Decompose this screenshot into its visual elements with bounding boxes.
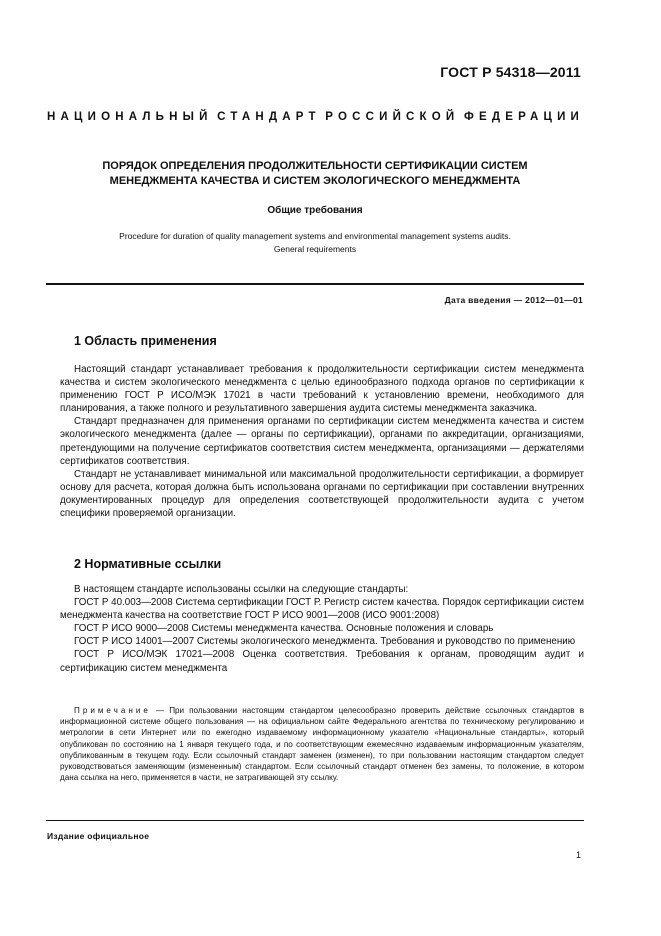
section-heading-scope: 1 Область применения — [74, 334, 217, 348]
note-paragraph — [60, 705, 584, 783]
footer-divider — [46, 820, 584, 821]
paragraph: Стандарт не устанавливает минимальной или максимальной продолжительности сертификации, а формирует основу для расчета, которая должна быть использована органами по сертификации при составлении внутренних документированных процедур для определения соответствующей продолжительности аудита с учетом специфики проверяемой организации. — [60, 468, 584, 520]
banner-word: ФЕДЕРАЦИИ — [463, 111, 584, 123]
title-line: МЕНЕДЖМЕНТА КАЧЕСТВА И СИСТЕМ ЭКОЛОГИЧЕСКОГО МЕНЕДЖМЕНТА — [109, 175, 521, 187]
document-title — [60, 159, 570, 189]
paragraph: В настоящем стандарте использованы ссылки на следующие стандарты: — [74, 584, 409, 595]
english-title-line: General requirements — [273, 244, 357, 254]
note-label: Примечание — [74, 706, 151, 715]
paragraph: Стандарт предназначен для применения органами по сертификации систем менеджмента качества и систем экологического менеджмента (далее — органы по сертификации), органами по аккредитации, организациями, претендующими на получение сертификатов соответствия систем менеджмента, организациями — держателями сертификатов соответствия. — [60, 416, 584, 467]
reference-entry: ГОСТ Р ИСО 9000—2008 Системы менеджмента качества. Основные положения и словарь — [74, 623, 494, 635]
title-line: ПОРЯДОК ОПРЕДЕЛЕНИЯ ПРОДОЛЖИТЕЛЬНОСТИ СЕРТИФИКАЦИИ СИСТЕМ — [102, 160, 528, 172]
section-references-body — [60, 583, 584, 675]
national-standard-banner — [47, 111, 584, 123]
introduction-date: Дата введения — 2012—01—01 — [444, 295, 583, 305]
banner-word: НАЦИОНАЛЬНЫЙ — [47, 111, 213, 123]
official-edition-label: Издание официальное — [47, 831, 150, 841]
page-number: 1 — [575, 850, 581, 860]
note-text: — При пользовании настоящим стандартом целесообразно проверить действие ссылочных стандартов в информационной системе общего пользования — на официальном сайте Федерального агентства по техническому регулированию и метрологии в сети Интернет или по ежегодно издаваемому информационному указателю «Национальные стандарты», который опубликован по состоянию на 1 января текущего года, и по соответствующим ежемесячно издаваемым информационным указателям, опубликованным в текущем году. Если ссылочный стандарт заменен (изменен), то при пользовании настоящим стандартом следует руководствоваться заменяющим (измененным) стандартом. Если ссылочный стандарт отменен без замены, то положение, в котором дана ссылка на него, применяется в части, не затрагивающей эту ссылку. — [60, 706, 584, 783]
reference-entry: ГОСТ Р ИСО/МЭК 17021—2008 Оценка соответствия. Требования к органам, проводящим аудит и сертификацию систем менеджмента — [60, 649, 584, 674]
standard-number: ГОСТ Р 54318—2011 — [440, 64, 581, 80]
reference-entry: ГОСТ Р 40.003—2008 Система сертификации ГОСТ Р. Регистр систем качества. Порядок сертификации систем менеджмента качества на соответствие ГОСТ Р ИСО 9001—2008 (ИСО 9001:2008) — [60, 597, 584, 622]
english-title-line: Procedure for duration of quality management systems and environmental management systems audits. — [119, 231, 511, 241]
banner-word: РОССИЙСКОЙ — [325, 111, 460, 123]
section-scope-body — [60, 363, 584, 520]
english-title — [60, 230, 570, 256]
banner-word: СТАНДАРТ — [217, 111, 321, 123]
reference-entry: ГОСТ Р ИСО 14001—2007 Системы экологического менеджмента. Требования и руководство по применению — [74, 636, 576, 648]
paragraph: Настоящий стандарт устанавливает требования к продолжительности сертификации систем менеджмента качества и систем экологического менеджмента с целью единообразного подхода органов по сертификации к применению ГОСТ Р ИСО/МЭК 17021 в части требований к установлению времени, необходимого для планирования, а также полного и результативного завершения аудита системы менеджмента заказчика. — [60, 364, 584, 415]
note-block — [60, 705, 584, 783]
document-subtitle: Общие требования — [267, 205, 363, 216]
title-divider — [46, 283, 584, 285]
section-heading-references: 2 Нормативные ссылки — [74, 557, 222, 571]
